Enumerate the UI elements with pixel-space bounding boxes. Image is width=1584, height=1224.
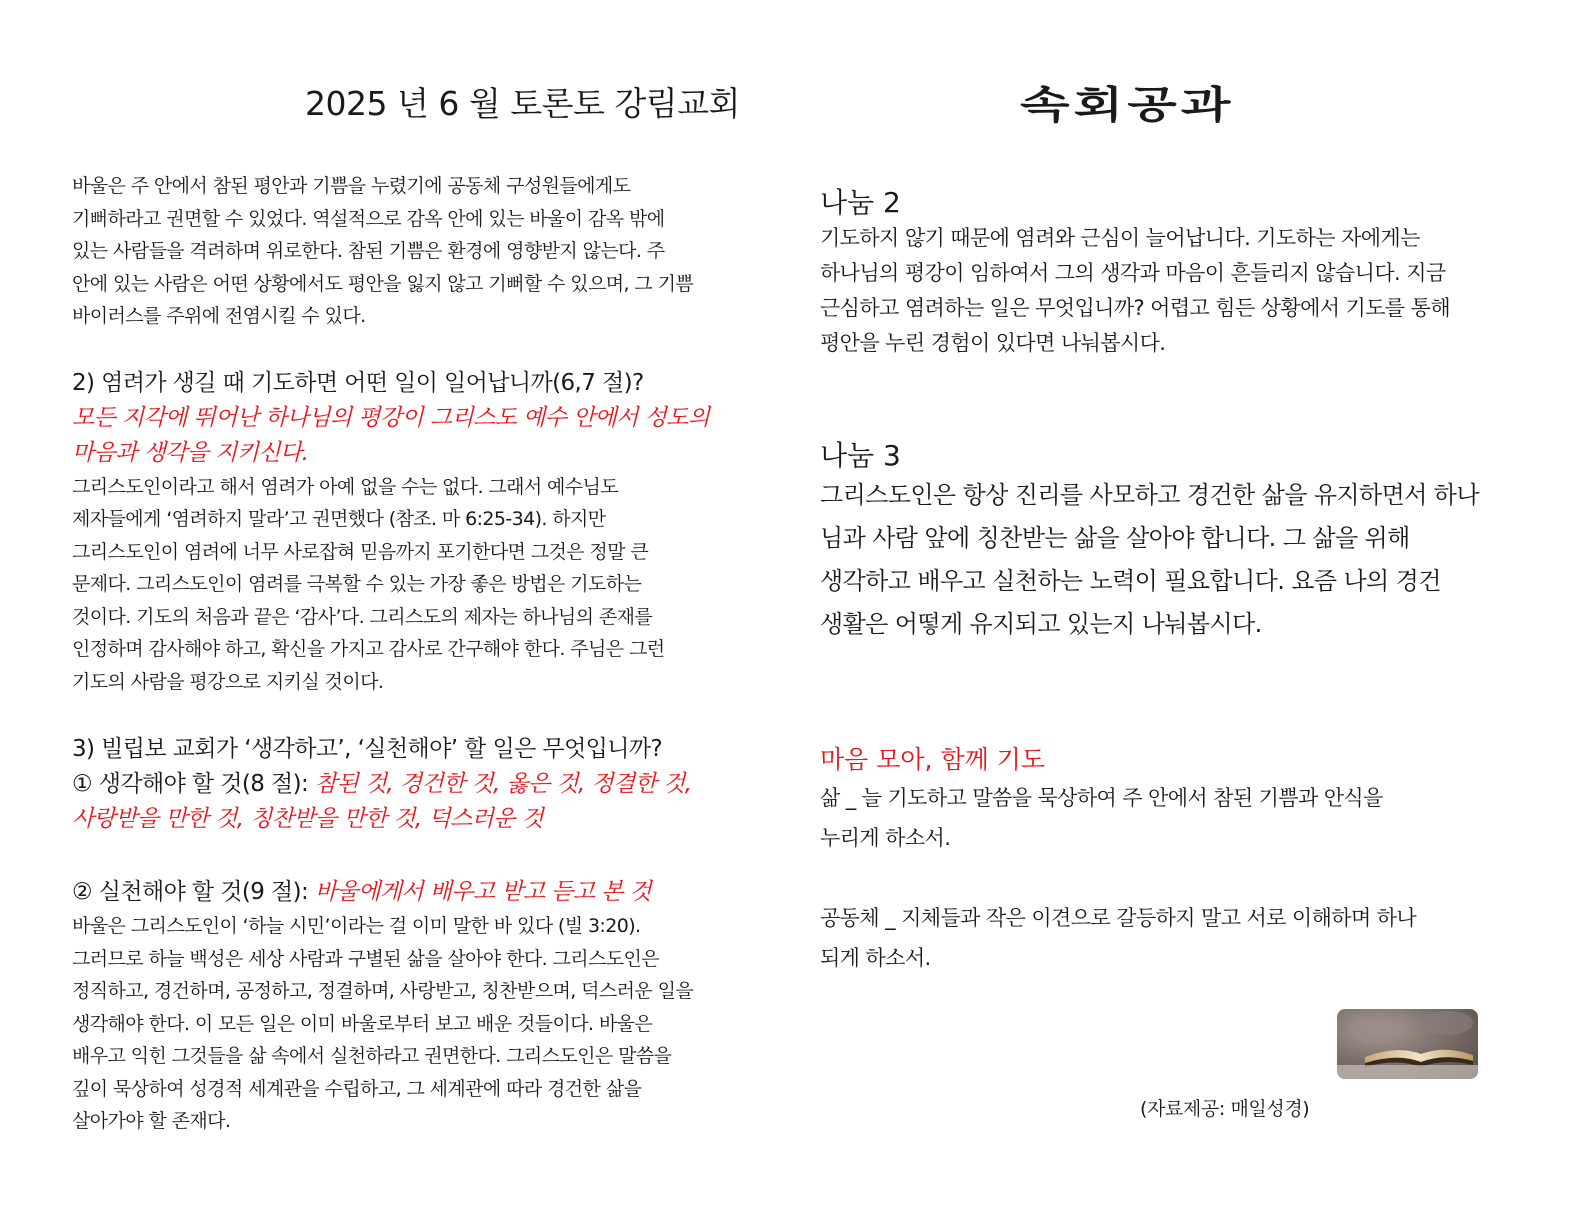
share-3-heading: 나눔 3 xyxy=(820,439,901,472)
prayer-life-line: 누리게 하소서. xyxy=(820,826,951,850)
question-2: 2) 염려가 생길 때 기도하면 어떤 일이 일어납니까(6,7 절)? xyxy=(72,369,644,396)
do-line xyxy=(72,875,752,910)
share-2-section xyxy=(820,185,1520,361)
text-line: 그리스도인이라고 해서 염려가 아예 없을 수는 없다. 그래서 예수님도 xyxy=(72,475,619,498)
text-line: 하나님의 평강이 임하여서 그의 생각과 마음이 흔들리지 않습니다. 지금 xyxy=(820,261,1446,285)
text-line: 그러므로 하늘 백성은 세상 사람과 구별된 삶을 살아야 한다. 그리스도인은 xyxy=(72,947,660,970)
source-credit: (자료제공: 매일성경) xyxy=(1140,1098,1310,1120)
text-line: 것이다. 기도의 처음과 끝은 ‘감사’다. 그리스도의 제자는 하나님의 존재를 xyxy=(72,605,653,628)
text-line: 바울은 그리스도인이 ‘하늘 시민’이라는 걸 이미 말한 바 있다 (빌 3:20). xyxy=(72,915,641,937)
text-line: 님과 사람 앞에 칭찬받는 삶을 살아야 합니다. 그 삶을 위해 xyxy=(820,524,1410,552)
lesson-title: 속회공과 xyxy=(1020,83,1235,127)
text-line: 그리스도인은 항상 진리를 사모하고 경건한 삶을 유지하면서 하나 xyxy=(820,481,1479,509)
text-line: 있는 사람들을 격려하며 위로한다. 참된 기쁨은 환경에 영향받지 않는다. 주 xyxy=(72,240,665,262)
text-line: 문제다. 그리스도인이 염려를 극복할 수 있는 가장 좋은 방법은 기도하는 xyxy=(72,573,642,595)
think-line xyxy=(72,767,752,802)
right-column xyxy=(820,185,1520,978)
prayer-section xyxy=(820,742,1520,978)
prayer-life-line: 삶 _ 늘 기도하고 말씀을 묵상하여 주 안에서 참된 기쁨과 안식을 xyxy=(820,786,1383,810)
share-2-heading: 나눔 2 xyxy=(820,186,901,219)
text-line: 생각하고 배우고 실천하는 노력이 필요합니다. 요즘 나의 경건 xyxy=(820,567,1441,595)
think-answer: 참된 것, 경건한 것, 옳은 것, 정결한 것, xyxy=(314,771,692,797)
text-line: 생각해야 한다. 이 모든 일은 이미 바울로부터 보고 배운 것들이다. 바울은 xyxy=(72,1012,653,1035)
share-3-section xyxy=(820,438,1520,646)
intro-paragraph xyxy=(72,170,752,333)
text-line: 생활은 어떻게 유지되고 있는지 나눠봅시다. xyxy=(820,610,1262,638)
text-line: 기도의 사람을 평강으로 지키실 것이다. xyxy=(72,670,384,693)
text-line: 살아가야 할 존재다. xyxy=(72,1110,231,1132)
think-label: ① 생각해야 할 것(8 절): xyxy=(72,771,315,797)
left-column xyxy=(72,170,752,1138)
text-line: 인정하며 감사해야 하고, 확신을 가지고 감사로 간구해야 한다. 주님은 그런 xyxy=(72,638,665,660)
text-line: 깊이 묵상하여 성경적 세계관을 수립하고, 그 세계관에 따라 경건한 삶을 xyxy=(72,1077,642,1100)
text-line: 바울은 주 안에서 참된 평안과 기쁨을 누렸기에 공동체 구성원들에게도 xyxy=(72,175,631,197)
prayer-heading: 마음 모아, 함께 기도 xyxy=(820,745,1045,774)
text-line: 바이러스를 주위에 전염시킬 수 있다. xyxy=(72,305,366,327)
text-line: 기뻐하라고 권면할 수 있었다. 역설적으로 감옥 안에 있는 바울이 감옥 밖에 xyxy=(72,207,665,230)
do-answer: 바울에게서 배우고 받고 듣고 본 것 xyxy=(314,879,652,905)
do-label: ② 실천해야 할 것(9 절): xyxy=(72,879,315,905)
question-3-section xyxy=(72,732,752,1138)
open-bible-icon xyxy=(1337,1009,1478,1079)
prayer-community-line: 공동체 _ 지체들과 작은 이견으로 갈등하지 말고 서로 이해하며 하나 xyxy=(820,906,1417,930)
text-line: 그리스도인이 염려에 너무 사로잡혀 믿음까지 포기한다면 그것은 정말 큰 xyxy=(72,540,649,563)
text-line: 정직하고, 경건하며, 공정하고, 정결하며, 사랑받고, 칭찬받으며, 덕스러운 일을 xyxy=(72,980,694,1002)
text-line: 제자들에게 ‘염려하지 말라’고 권면했다 (참조. 마 6:25-34). 하지만 xyxy=(72,508,606,530)
prayer-community-line: 되게 하소서. xyxy=(820,946,931,970)
text-line: 평안을 누린 경험이 있다면 나눠봅시다. xyxy=(820,331,1166,355)
text-line: 근심하고 염려하는 일은 무엇입니까? 어렵고 힘든 상황에서 기도를 통해 xyxy=(820,296,1451,320)
text-line: 배우고 익힌 그것들을 삶 속에서 실천하라고 권면한다. 그리스도인은 말씀을 xyxy=(72,1045,672,1067)
text-line: 안에 있는 사람은 어떤 상황에서도 평안을 잃지 않고 기뻐할 수 있으며, 그 기쁨 xyxy=(72,272,694,295)
answer-line: 모든 지각에 뛰어난 하나님의 평강이 그리스도 예수 안에서 성도의 xyxy=(72,404,710,431)
page-title: 2025 년 6 월 토론토 강림교회 xyxy=(305,84,740,123)
bible-image xyxy=(1337,1009,1478,1079)
answer-line: 마음과 생각을 지키신다. xyxy=(72,439,309,466)
think-answer-cont: 사랑받을 만한 것, 칭찬받을 만한 것, 덕스러운 것 xyxy=(72,806,544,832)
question-3: 3) 빌립보 교회가 ‘생각하고’, ‘실천해야’ 할 일은 무엇입니까? xyxy=(72,736,663,762)
text-line: 기도하지 않기 때문에 염려와 근심이 늘어납니다. 기도하는 자에게는 xyxy=(820,226,1420,250)
question-2-section xyxy=(72,366,752,699)
